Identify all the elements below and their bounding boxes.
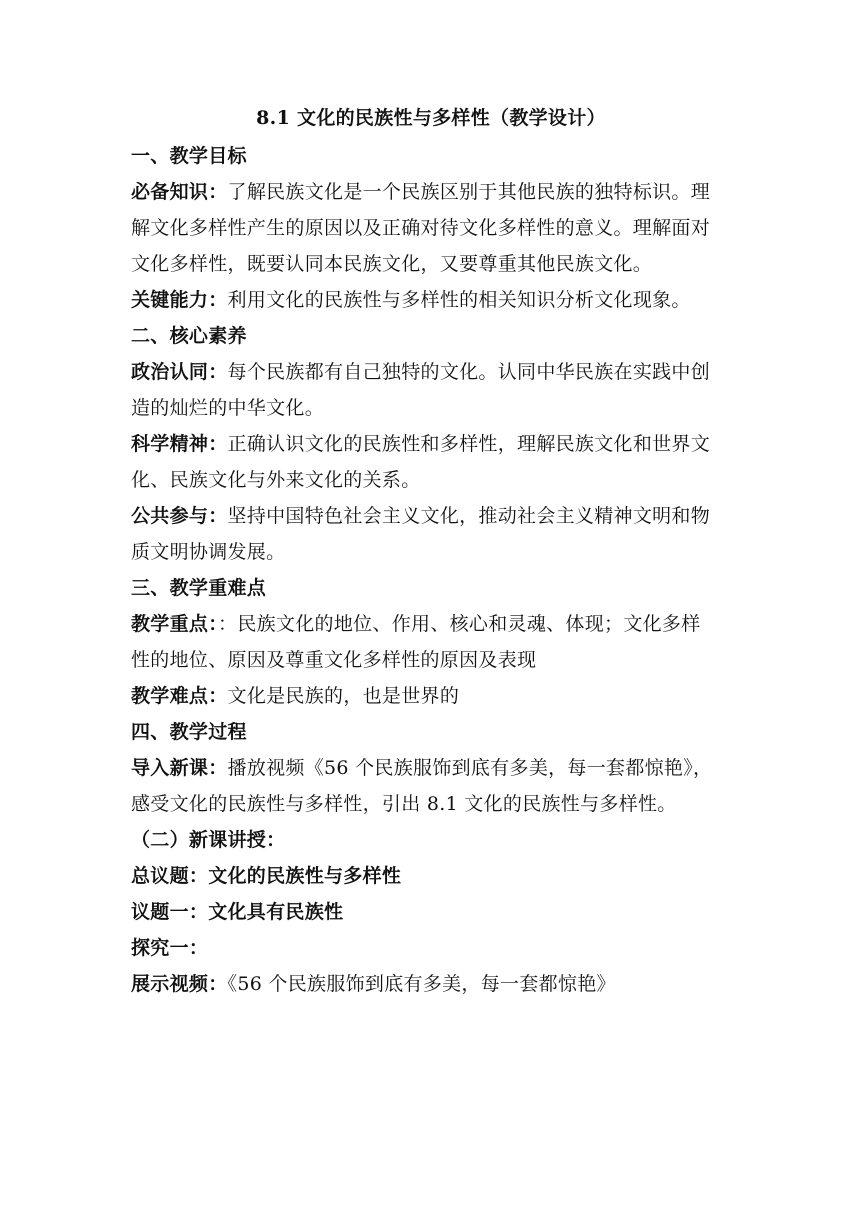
political-line-1 <box>131 354 731 390</box>
political-label: 政治认同： <box>131 361 228 383</box>
section-heading-process: 四、教学过程 <box>131 721 247 743</box>
political-text-1: 每个民族都有自己独特的文化。认同中华民族在实践中创 <box>227 361 711 383</box>
ability-label: 关键能力： <box>131 289 228 311</box>
science-label: 科学精神： <box>131 433 228 455</box>
political-line-2: 造的灿烂的中华文化。 <box>131 397 325 419</box>
key-label: 教学重点： <box>131 613 219 635</box>
public-line-2: 质文明协调发展。 <box>131 541 286 563</box>
public-line-1 <box>131 498 731 534</box>
document-title: 8.1 文化的民族性与多样性（教学设计） <box>256 107 606 129</box>
key-line-2: 性的地位、原因及尊重文化多样性的原因及表现 <box>131 649 537 671</box>
science-text-1: 正确认识文化的民族性和多样性，理解民族文化和世界文 <box>227 433 711 455</box>
public-text-1: 坚持中国特色社会主义文化，推动社会主义精神文明和物 <box>227 505 711 527</box>
difficult-text: 文化是民族的，也是世界的 <box>227 685 460 707</box>
main-topic-line <box>131 858 731 894</box>
intro-text-1: 播放视频《56 个民族服饰到底有多美，每一套都惊艳》， <box>227 757 713 779</box>
new-lesson-heading: （二）新课讲授： <box>131 829 286 851</box>
difficult-line <box>131 678 731 714</box>
explore-1-heading: 探究一： <box>131 937 209 959</box>
section-heading-objectives: 一、教学目标 <box>131 145 247 167</box>
video-line <box>131 966 731 1002</box>
difficult-label: 教学难点： <box>131 685 228 707</box>
public-label: 公共参与： <box>131 505 228 527</box>
document-page <box>131 98 731 1002</box>
sub-topic-1-text: 文化具有民族性 <box>208 901 344 923</box>
key-text-1: ：民族文化的地位、作用、核心和灵魂、体现；文化多样 <box>218 613 701 635</box>
video-text: 《56 个民族服饰到底有多美，每一套都惊艳》 <box>227 973 616 995</box>
knowledge-label: 必备知识： <box>131 181 228 203</box>
knowledge-line-3: 文化多样性，既要认同本民族文化，又要尊重其他民族文化。 <box>131 253 653 275</box>
knowledge-text-1: 了解民族文化是一个民族区别于其他民族的独特标识。理 <box>227 181 711 203</box>
sub-topic-1-label: 议题一： <box>131 901 209 923</box>
main-topic-text: 文化的民族性与多样性 <box>208 865 402 887</box>
science-line-2: 化、民族文化与外来文化的关系。 <box>131 469 421 491</box>
science-line-1 <box>131 426 731 462</box>
knowledge-line-1 <box>131 174 731 210</box>
intro-label: 导入新课： <box>131 757 228 779</box>
intro-line-1 <box>131 750 731 786</box>
section-heading-literacy: 二、核心素养 <box>131 325 247 347</box>
section-heading-key-points: 三、教学重难点 <box>131 577 267 599</box>
ability-text: 利用文化的民族性与多样性的相关知识分析文化现象。 <box>227 289 691 311</box>
sub-topic-1-line <box>131 894 731 930</box>
key-line-1 <box>131 606 731 642</box>
intro-line-2: 感受文化的民族性与多样性，引出 8.1 文化的民族性与多样性。 <box>131 793 677 815</box>
ability-line <box>131 282 731 318</box>
main-topic-label: 总议题： <box>131 865 209 887</box>
knowledge-line-2: 解文化多样性产生的原因以及正确对待文化多样性的意义。理解面对 <box>131 217 711 239</box>
video-label: 展示视频： <box>131 973 228 995</box>
